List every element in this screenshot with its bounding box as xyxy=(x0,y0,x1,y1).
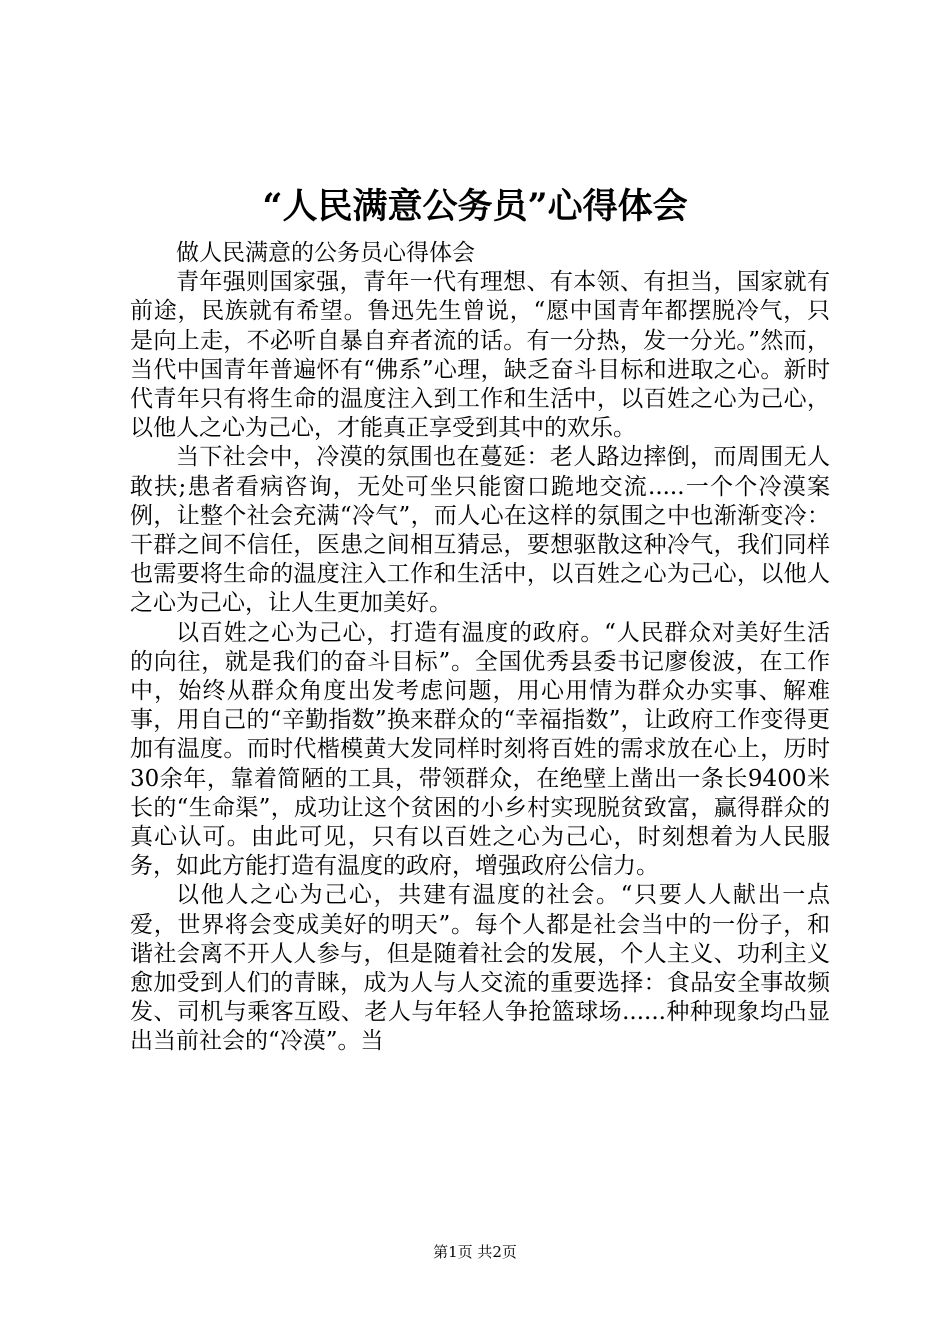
paragraph: 当下社会中，冷漠的氛围也在蔓延：老人路边摔倒，而周围无人敢扶;患者看病咨询，无处可坐只能窗口跪地交流.....一个个冷漠案例，让整个社会充满“冷气”，而人心在这样的氛围之中也渐渐变冷：干群之间不信任，医患之间相互猜忌，要想驱散这种冷气，我们同样也需要将生命的温度注入工作和生活中，以百姓之心为己心，以他人之心为己心，让人生更加美好。 xyxy=(130,444,830,617)
document-title: “人民满意公务员”心得体会 xyxy=(262,186,688,227)
paragraph: 青年强则国家强，青年一代有理想、有本领、有担当，国家就有前途，民族就有希望。鲁迅先生曾说，“愿中国青年都摆脱冷气，只是向上走，不必听自暴自弃者流的话。有一分热，发一分光。”然而，当代中国青年普遍怀有“佛系”心理，缺乏奋斗目标和进取之心。新时代青年只有将生命的温度注入到工作和生活中，以百姓之心为己心，以他人之心为己心，才能真正享受到其中的欢乐。 xyxy=(130,269,830,442)
document-body xyxy=(130,239,830,1057)
paragraph: 以百姓之心为己心，打造有温度的政府。“人民群众对美好生活的向往，就是我们的奋斗目标”。全国优秀县委书记廖俊波，在工作中，始终从群众角度出发考虑问题，用心用情为群众办实事、解难事，用自己的“辛勤指数”换来群众的“幸福指数”，让政府工作变得更加有温度。而时代楷模黄大发同样时刻将百姓的需求放在心上，历时30余年，靠着简陋的工具，带领群众，在绝壁上凿出一条长9400米长的“生命渠”，成功让这个贫困的小乡村实现脱贫致富，赢得群众的真心认可。由此可见，只有以百姓之心为己心，时刻想着为人民服务，如此方能打造有温度的政府，增强政府公信力。 xyxy=(130,619,830,880)
page-number-footer: 第1页 共2页 xyxy=(433,1243,517,1261)
document-subtitle: 做人民满意的公务员心得体会 xyxy=(176,240,475,266)
paragraph: 以他人之心为己心，共建有温度的社会。“只要人人献出一点爱，世界将会变成美好的明天”。每个人都是社会当中的一份子，和谐社会离不开人人参与，但是随着社会的发展，个人主义、功利主义愈加受到人们的青睐，成为人与人交流的重要选择：食品安全事故频发、司机与乘客互殴、老人与年轻人争抢篮球场......种种现象均凸显出当前社会的“冷漠”。当 xyxy=(130,882,830,1055)
